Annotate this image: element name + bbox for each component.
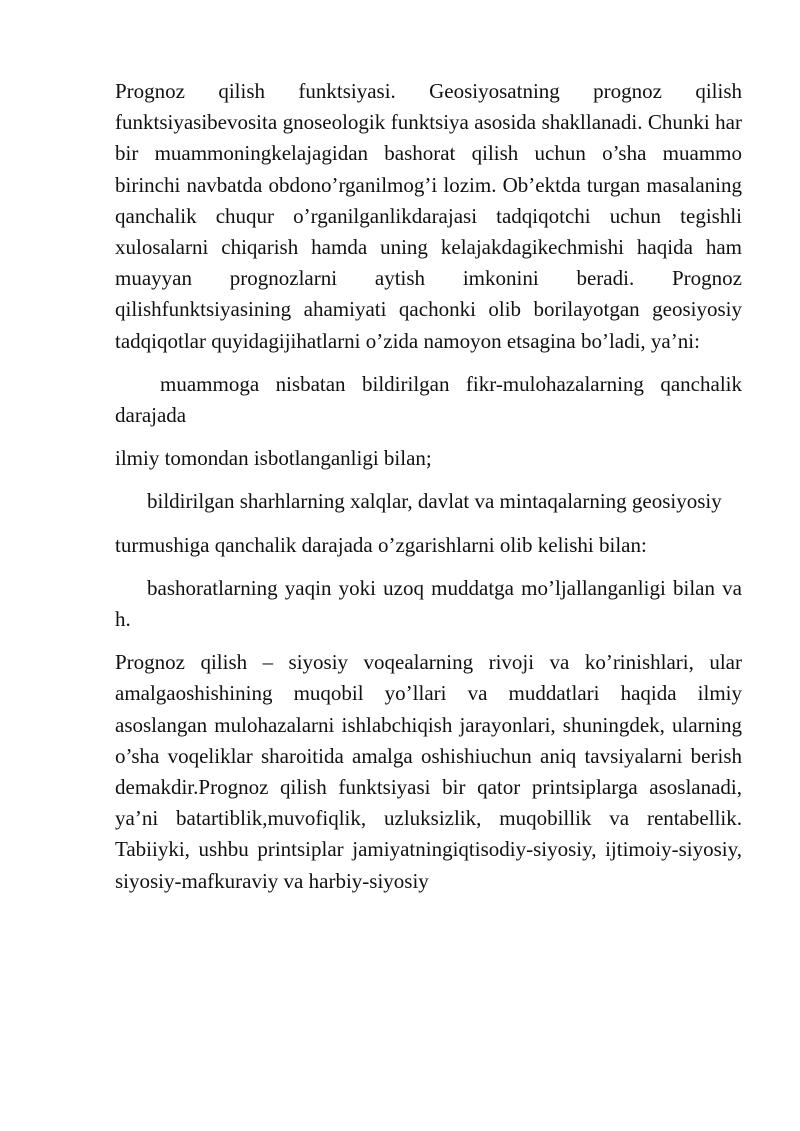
paragraph-definition: Prognoz qilish – siyosiy voqealarning rivoji va ko’rinishlari, ular amalgaoshishining muqobil yo’llari va muddatlari haqida ilmiy asoslangan mulohazalarni ishlabchiqish jarayonlari, shuningdek, ularning o’sha voqeliklar sharoitida amalga oshishiuchun aniq tavsiyalarni berish demakdir.Prognoz qilish funktsiyasi bir qator printsiplarga asoslanadi, ya’ni batartiblik,muvofiqlik, uzluksizlik, muqobillik va rentabellik. Tabiiyki, ushbu printsiplar jamiyatningiqtisodiy-siyosiy, ijtimoiy-siyosiy, siyosiy-mafkuraviy va harbiy-siyosiy — [115, 650, 742, 893]
paragraph-point-1: muammoga nisbatan bildirilgan fikr-mulohazalarning qanchalik darajada — [115, 371, 742, 428]
paragraph-point-3: bashoratlarning yaqin yoki uzoq muddatga mo’ljallanganligi bilan va h. — [115, 575, 742, 632]
document-page — [115, 76, 742, 897]
paragraph-point-2: bildirilgan sharhlarning xalqlar, davlat va mintaqalarning geosiyosiy — [147, 489, 722, 514]
paragraph-point-2-cont: turmushiga qanchalik darajada o’zgarishlarni olib kelishi bilan: — [115, 532, 647, 557]
paragraph-intro: Prognoz qilish funktsiyasi. Geosiyosatning prognoz qilish funktsiyasibevosita gnoseologik funktsiya asosida shakllanadi. Chunki har bir muammoningkelajagidan bashorat qilish uchun o’sha muammo birinchi navbatda obdono’rganilmog’i lozim. Ob’ektda turgan masalaning qanchalik chuqur o’rganilganlikdarajasi tadqiqotchi uchun tegishli xulosalarni chiqarish hamda uning kelajakdagikechmishi haqida ham muayyan prognozlarni aytish imkonini beradi. Prognoz qilishfunktsiyasining ahamiyati qachonki olib borilayotgan geosiyosiy tadqiqotlar quyidagijihatlarni o’zida namoyon etsagina bo’ladi, ya’ni: — [115, 79, 742, 353]
paragraph-point-1-cont: ilmiy tomondan isbotlanganligi bilan; — [115, 446, 432, 471]
